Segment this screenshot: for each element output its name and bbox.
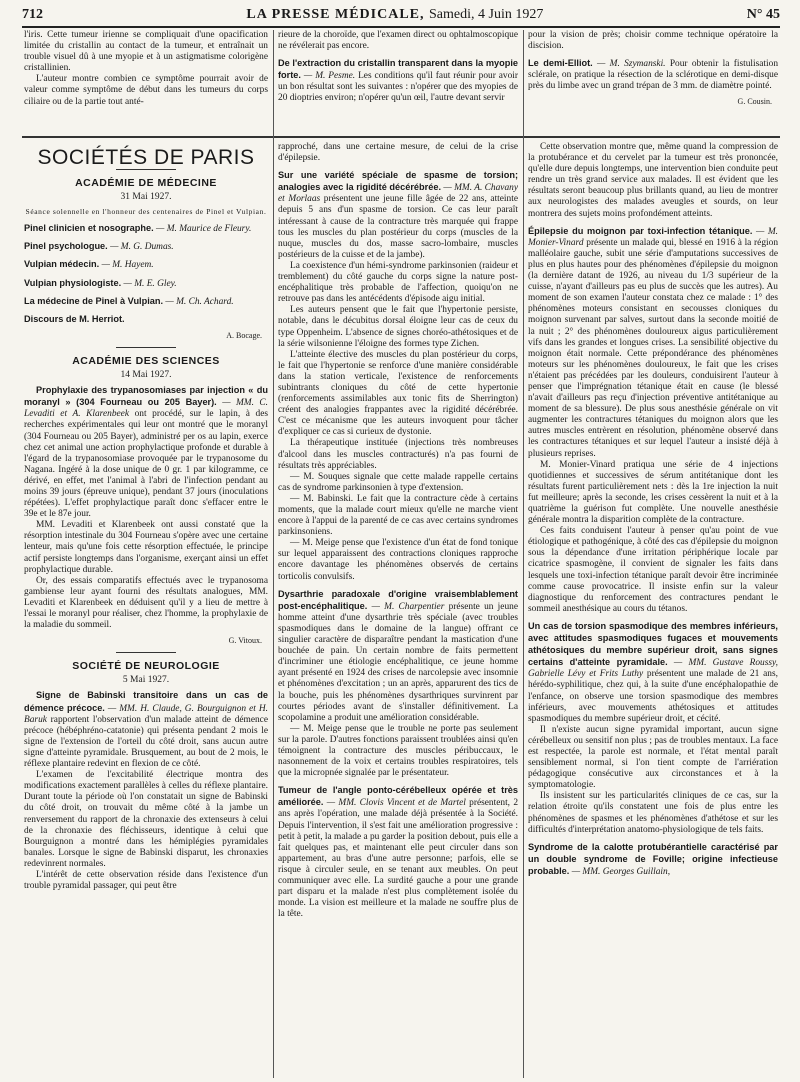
- page-number: 712: [22, 7, 43, 22]
- column-divider-2: [523, 30, 524, 1078]
- babinski-p3: L'intérêt de cette observation réside dans l'existence d'un trouble pyramidal passager, qui peut être: [24, 869, 268, 892]
- seance-heading: Séance solennelle en l'honneur des centenaires de Pinel et Vulpian.: [25, 207, 267, 217]
- signature-vitoux: G. Vitoux.: [228, 636, 262, 646]
- myopia-title: De l'extraction du cristallin transparent dans la myopie forte.: [278, 58, 518, 81]
- issue-number: N° 45: [746, 7, 780, 22]
- speech-author: — M. E. Gley.: [123, 278, 177, 289]
- babinski-author: — MM. H. Claude, G. Bourguignon et H. Baruk: [24, 703, 268, 725]
- souques-comment: — M. Souques signale que cette malade rappelle certains cas de syndrome parkinsonien à type d'extension.: [278, 471, 518, 493]
- top-c3-text: pour la vision de près; choisir comme technique opératoire la discision.: [528, 30, 778, 52]
- spasme-p3: Les auteurs pensent que le fait que l'hypertonie persiste, notable, dans le décubitus dorsal éloigne leur cas de ceux du type Oppenheim. L'absence de signes choréo-athétosiques et de la série wilsonienne l'éloigne des formes type Zichen.: [278, 305, 518, 349]
- dysarthrie-title: Dysarthrie paradoxale d'origine vraisemblablement post-encéphalitique.: [278, 588, 518, 611]
- speech-author: — M. Maurice de Fleury.: [156, 224, 252, 235]
- tumeur-author: — MM. Clovis Vincent et de Martel: [326, 798, 466, 809]
- speech-title: Pinel clinicien et nosographe.: [24, 223, 154, 234]
- speech-title: Discours de M. Herriot.: [24, 313, 125, 324]
- elliot-title: Le demi-Elliot.: [528, 58, 593, 69]
- epilepsie-author: — M. Monier-Vinard: [528, 226, 778, 248]
- spasme-p5: La thérapeutique instituée (injections très nombreuses d'alcool dans les muscles contracturés) n'a pas fourni de résultats très appréciables.: [278, 438, 518, 471]
- myopia-author: — M. Pesme.: [303, 71, 356, 82]
- top-column-3: [528, 30, 778, 132]
- torsion-body: présentent une malade de 21 ans, hérédo-syphilitique, chez qui, à la suite d'une encéphalopathie de l'enfance, on observe une torsion spasmodique des membres inférieurs, avec mouvements athétosiques et attitudes spasmodiques du membre supérieur droit, et cécité.: [528, 669, 778, 724]
- prophylaxie-p3: Or, des essais comparatifs effectués avec le trypanosoma gambiense leur ayant fourni des résultats analogues, MM. Levaditi et Klarenbeek en déduisent qu'il y a lieu de mettre à l'essai le moranyl pour réaliser, chez l'homme, la prophylaxie de la maladie du sommeil.: [24, 575, 268, 631]
- signature-bocage: A. Bocage.: [226, 330, 262, 340]
- calotte-author: — MM. Georges Guillain,: [571, 866, 671, 877]
- speech-title: Vulpian physiologiste.: [24, 277, 122, 288]
- epilepsie-title: Épilepsie du moignon par toxi-infection tétanique.: [528, 225, 753, 236]
- top-separator: [22, 136, 780, 138]
- babinski-comment: — M. Babinski. Le fait que la contracture cède à certains moments, que la malade court mieux qu'elle ne marche vient encore à l'appui de la parenté de ce cas avec certains syndromes parkinsoniens.: [278, 493, 518, 538]
- title-underline: [116, 169, 176, 170]
- column-3: [528, 142, 778, 1080]
- journal-title: [246, 7, 543, 23]
- speech-title: La médecine de Pinel à Vulpian.: [24, 295, 164, 306]
- journal-name: LA PRESSE MÉDICALE,: [246, 7, 425, 22]
- speech-author: — M. G. Dumas.: [110, 242, 174, 253]
- epilepsie-p2: M. Monier-Vinard pratiqua une série de 4 injections quotidiennes et successives de sérum antitétanique dont les résultats furent particulièrement nets : dès la 1re injection la nuit fut meilleure; après la seconde, les crises cessèrent la nuit et à la quatrième la guérison fut complète. Une nouvelle anesthésie générale montra la disparition complète de la contracture.: [528, 459, 778, 526]
- column-1: [24, 142, 268, 1080]
- top-column-1: [24, 30, 268, 132]
- section-rule: [116, 347, 176, 348]
- epilepsie-body: présente un malade qui, blessé en 1916 à la région malléolaire gauche, subit une série d'amputations successives de plus en plus hautes pour des phénomènes d'épilepsie du moignon (la dernière datant de 1926, au niveau du 1/3 supérieur de la cuisse, n'ayant d'ailleurs pas eu plus de succès que les autres). Au moment de son examen l'auteur constata chez ce malade : 1° des phénomènes moteurs consistant en secousses cloniques du moignon survenant par salves, surtout dans la seconde moitié de la nuit ; 2° des phénomènes douloureux aigus particulièrement vifs dans les grandes et longues crises. La sensibilité objective du moignon était normale. Cette prépondérance des phénomènes moteurs sur les phénomènes douloureux, le fait que les crises n'étaient pas précédées par les douleurs, conduisirent l'auteur à penser que l'imprégnation tétanique était en cause (le blessé n'avait d'ailleurs pas reçu d'injection préventive antitétanique au moment de sa blessure). De plus sous anesthésie générale on vit augmenter les contractures tétaniques du moignon alors que les autres muscles entrèrent en résolution, phénomène observé dans les contractures tétaniques et sur lequel l'auteur a insisté déjà à plusieurs reprises.: [528, 237, 778, 459]
- tumeur-title: Tumeur de l'angle ponto-cérébelleux opérée et très améliorée.: [278, 785, 518, 808]
- spasme-p4: L'atteinte élective des muscles du plan postérieur du corps, le fait que l'hypertonie se renforce d'une manière considérable dans la station verticale, l'existence de renforcements subintrants cloniques du côté de cette hypertonie (renforcements assimilables aux tonic fits de Sherrington) créent des analogies frappantes avec la rigidité décérébrée. C'est ce mécanisme que les auteurs invoquent pour tâcher d'expliquer ce cas si curieux de dystonie.: [278, 349, 518, 438]
- torsion-p2: Il n'existe aucun signe pyramidal important, aucun signe cérébelleux ou sensitif non plus ; pas de troubles mentaux. La face est respectée, la parole est normale, et l'état mental paraît sensiblement normal, si l'on tient compte de l'arriération pédagogique consécutive aux circonstances et à la symptomatologie.: [528, 724, 778, 791]
- speech-title: Vulpian médecin.: [24, 259, 100, 270]
- torsion-title: Un cas de torsion spasmodique des membres inférieurs, avec attitudes spasmodiques fugaces et mouvements athétosiques du membre supérieur droit, sans signes certains d'atteinte pyramidale.: [528, 620, 778, 668]
- epilepsie-p3: Ces faits conduisent l'auteur à penser qu'au point de vue étiologique et pathogénique, à côté des cas d'épilepsie du moignon sous la dépendance d'une irritation périphérique locale par cicatrice spasmogène, il convient de signaler les faits dans lesquels une toxi-infection tétanique paraît devoir être incriminée comme cause provocatrice. Il insiste enfin sur la valeur diagnostique du renforcement des contractures pendant le sommeil anesthésique au cours du tétanos.: [528, 526, 778, 614]
- spasme-p2: La coexistence d'un hémi-syndrome parkinsonien (raideur et tremblement) du côté gauche du corps signe la nature post-encéphalitique très probable de l'affection, quoiqu'on ne retrouve pas dans les antécédents d'épisode aigu initial.: [278, 260, 518, 305]
- spasme-title: Sur une variété spéciale de spasme de torsion; analogies avec la rigidité décérébrée.: [278, 170, 518, 193]
- babinski-p2: L'examen de l'excitabilité électrique montra des modifications exactement parallèles à celles du réflexe plantaire. Durant toute la période où l'on constatait un signe de Babinski du côté droit, on trouvait du même côté à la jambe un renversement du rapport de la chronaxie des extenseurs à celui de la chronaxie des fléchisseurs, identique à celui que Bourguignon a montré dans les hémiplégies pyramidales banales. Lorsque le signe de Babinski disparut, les chronaxies redevinrent normales.: [24, 770, 268, 869]
- top-c1-text: l'iris. Cette tumeur irienne se compliquait d'une opacification limitée du cristallin au contact de la tumeur, et entraînait un trouble visuel dû à une myopie et à un astigmatisme colorigène cristallinien.: [24, 30, 268, 74]
- torsion-author: — MM. Gustave Roussy, Gabrielle Lévy et Frits Luthy: [528, 658, 778, 680]
- signature-cousin: G. Cousin.: [737, 97, 772, 107]
- prophylaxie-body: ont procédé, sur le lapin, à des recherches expérimentales qui leur ont montré que le moranyl (304 Fourneau ou 205 Bayer), administré per os au lapin, exerce chez cet animal une action prophylactique profonde et durable à l'égard de la trypanosomiase provoquée par le trypanosome du Nagana. Ingéré à la dose unique de 0 gr. 1 par kilogramme, ce dérivé, en effet, met l'animal à l'abri de l'infection pendant au moins 39 jours (épreuve unique), pendant 37 jours (inoculations répétées). L'effet prophylactique paraît donc s'effacer entre le 39e et le 87e jour.: [24, 409, 268, 520]
- neurologie-date: 5 Mai 1927.: [122, 675, 170, 686]
- neurologie-heading: SOCIÉTÉ DE NEUROLOGIE: [72, 660, 220, 673]
- speech-title: Pinel psychologue.: [24, 241, 108, 252]
- page-header: [22, 4, 780, 28]
- col3-intro: Cette observation montre que, même quand la compression de la protubérance et du cervelet par la tumeur est très prononcée, qu'elle dure depuis longtemps, une intervention bien conduite peut rendre un très grand service aux malades. Il est évident que les résultats seront beaucoup plus brillants quand, au lieu de montrer aux neurologistes des malades aveugles et sourds, on leur montrera des sujets moins profondément atteints.: [528, 142, 778, 219]
- meige-comment: — M. Meige pense que l'existence d'un état de fond tonique sur lequel apparaissent des contractions cloniques rapproche encore davantage les phénomènes observés de certains torticolis convulsifs.: [278, 538, 518, 582]
- elliot-body: Pour obtenir la fistulisation sclérale, on pratique la résection de la sclérotique en demi-disque près du limbe avec un grand trépan de 3 mm. de diamètre pointé.: [528, 59, 778, 92]
- prophylaxie-title: Prophylaxie des trypanosomiases par injection « du moranyl » (304 Fourneau ou 205 Bayer).: [24, 385, 268, 408]
- top-column-2: [278, 30, 518, 132]
- top-c2-text: rieure de la choroïde, que l'examen direct ou ophtalmoscopique ne révélerait pas encore.: [278, 30, 518, 52]
- dysarthrie-author: — M. Charpentier: [371, 601, 445, 612]
- column-divider-1: [273, 30, 274, 1078]
- prophylaxie-p2: MM. Levaditi et Klarenbeek ont aussi constaté que la résorption intestinale du 304 Fourneau s'opère avec une certaine lenteur, mais qu'une fois cette résorption effectuée, le principe actif persiste longtemps dans l'organisme, exerçant ainsi un effet prophylactique durable.: [24, 520, 268, 575]
- section-rule: [116, 652, 176, 653]
- babinski-body: rapportent l'observation d'un malade atteint de démence précoce (hébéphréno-catatonie) qui présenta pendant 2 mois le signe de l'extension de l'orteil du côté droit, sans aucun autre signe d'atteinte pyramidale. Brusquement, au bout de 2 mois, le réflexe plantaire redevint en flexion de ce côté.: [24, 714, 268, 770]
- academie-medecine-date: 31 Mai 1927.: [120, 192, 172, 203]
- tumeur-body: présentent, 2 ans après l'opération, une malade déjà présentée à la Société. Depuis l'intervention, il s'est fait une amélioration progressive : petit à petit, la malade a pu garder la position debout, puis elle a fait quelques pas, et maintenant elle peut circuler dans son appartement, au bras d'une autre personne; parfois, elle se risque à circuler seule, en se tenant aux meubles. On peut communiquer avec elle. La surdité gauche a pour une grande part disparu et la malade n'est plus complètement isolée du monde. La vision est meilleure et la malade ne souffre plus de la tête.: [278, 798, 518, 920]
- meige-comment-2: — M. Meige pense que le trouble ne porte pas seulement sur la parole. D'autres fonctions paraissent troublées ainsi qu'en témoignent la contracture des muscles péribuccaux, le nasonnement de la voix et certains troubles respiratoires, tels que la micropnée signalée par le présentateur.: [278, 723, 518, 779]
- spasme-body: présentent une jeune fille âgée de 22 ans, atteinte depuis 5 ans d'un spasme de torsion. Ce cas leur paraît intéressant à cause de la contracture très marquée qui frappe tous les muscles du plan postérieur du corps (muscles de la nuque, muscles du dos, masse sacro-lombaire, muscles postérieurs de la cuisse et de la jambe).: [278, 194, 518, 260]
- prophylaxie-author: — MM. C. Levaditi et A. Klarenbeek: [24, 398, 268, 420]
- section-title: SOCIÉTÉS DE PARIS: [37, 146, 255, 169]
- myopia-body: Les conditions qu'il faut réunir pour avoir un bon résultat sont les suivantes : n'opérer que des myopies de 20 dioptries environ; n'opérer qu'un œil, l'autre devant servir: [278, 71, 518, 104]
- academie-sciences-heading: ACADÉMIE DES SCIENCES: [72, 354, 220, 367]
- speech-author: — M. Hayem.: [101, 260, 154, 271]
- torsion-p3: Ils insistent sur les particularités cliniques de ce cas, sur la relation étroite qu'ils constatent une fois de plus entre les phénomènes de spasmes et les phénomènes d'athétose et sur les difficultés d'interprétation anatomo-physiologique de tels faits.: [528, 791, 778, 835]
- col2-intro: rapproché, dans une certaine mesure, de celui de la crise d'épilepsie.: [278, 142, 518, 164]
- babinski-title: Signe de Babinski transitoire dans un cas de démence précoce.: [24, 690, 268, 713]
- top-c1-text-b: L'auteur montre combien ce symptôme pourrait avoir de valeur comme symptôme de début dans les tumeurs du corps ciliaire ou de la partie tout anté-: [24, 74, 268, 107]
- spasme-author: — MM. A. Chavany et Morlaas: [278, 183, 518, 205]
- issue-date: Samedi, 4 Juin 1927: [429, 7, 544, 22]
- dysarthrie-body: présente un jeune homme atteint d'une dysarthrie très spéciale (avec troubles spasmodiques dans le domaine de la langue) offrant ce singulier caractère de disparaître pendant la mastication d'une bouchée de pain. Un certain nombre de faits permettent d'incriminer une étiologie encéphalitique, ce jeune homme ayant présenté en 1924 des crises de narcolepsie avec insomnie et phénomènes d'excitation ; un an après, apparurent des tics de la bouche, puis les phénomènes dysarthriques survinrent par courtes périodes avant de s'installer définitivement. La scopolamine a produit une amélioration considérable.: [278, 601, 518, 723]
- speech-author: — M. Ch. Achard.: [165, 296, 234, 307]
- column-2: [278, 142, 518, 1080]
- academie-medecine-heading: ACADÉMIE DE MÉDECINE: [75, 177, 217, 190]
- academie-sciences-date: 14 Mai 1927.: [120, 370, 172, 381]
- calotte-title: Syndrome de la calotte protubérantielle caractérisé par un double syndrome de Foville; origine infectieuse probable.: [528, 841, 778, 876]
- elliot-author: — M. Szymanski.: [597, 59, 666, 70]
